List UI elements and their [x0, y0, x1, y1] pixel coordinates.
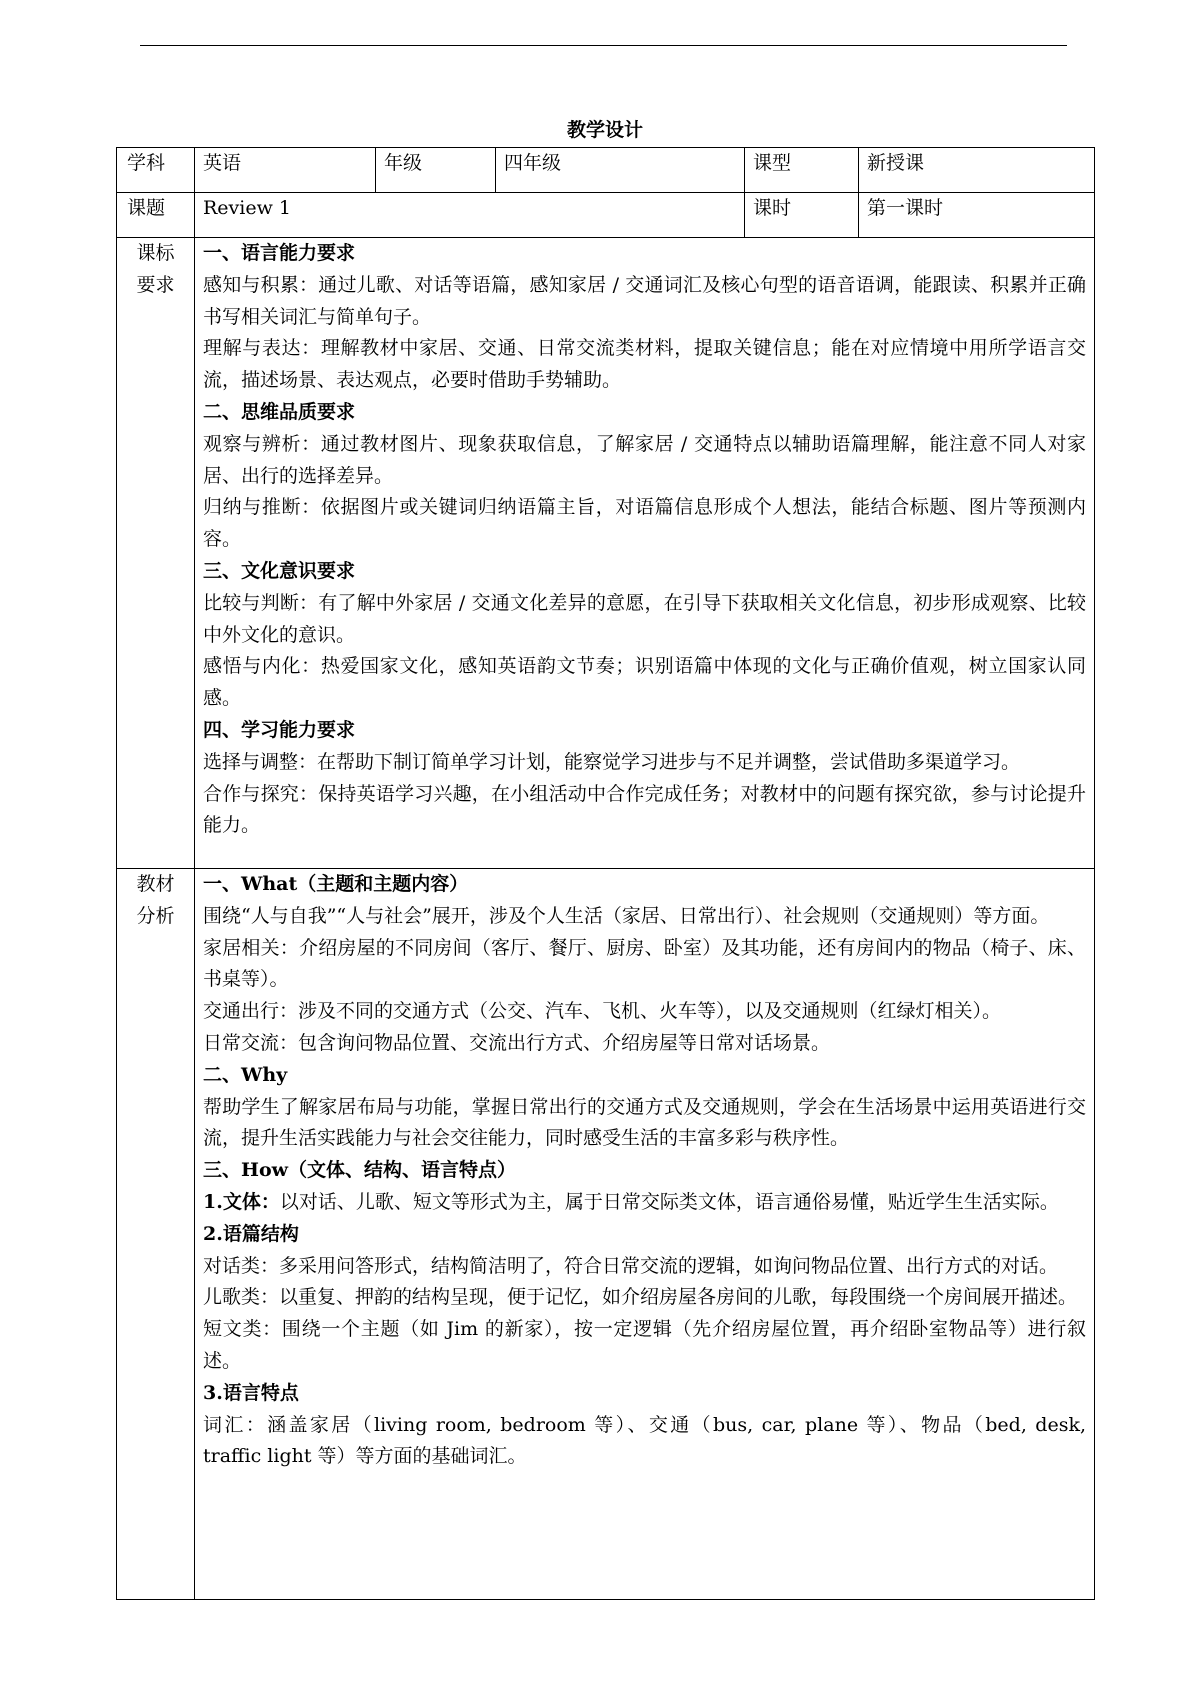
- analysis-label: 教材 分析: [117, 869, 195, 1600]
- subject-value: 英语: [195, 148, 376, 193]
- standards-label: 课标 要求: [117, 238, 195, 869]
- analysis-paragraph: 家居相关：介绍房屋的不同房间（客厅、餐厅、厨房、卧室）及其功能，还有房间内的物品（椅子、床、书桌等）。: [203, 936, 1086, 991]
- analysis-paragraph: 词汇：涵盖家居（living room, bedroom 等）、交通（bus, car, plane 等）、物品（bed, desk, traffic light 等）等方面的基础词汇。: [203, 1413, 1086, 1468]
- grade-label: 年级: [376, 148, 496, 193]
- period-value: 第一课时: [859, 193, 1095, 238]
- analysis-content: [195, 869, 1095, 1600]
- standards-paragraph: 合作与探究：保持英语学习兴趣，在小组活动中合作完成任务；对教材中的问题有探究欲，参与讨论提升能力。: [203, 782, 1086, 837]
- analysis-paragraph: 围绕“人与自我”“人与社会”展开，涉及个人生活（家居、日常出行）、社会规则（交通规则）等方面。: [203, 904, 1050, 927]
- standards-content: [195, 238, 1095, 869]
- analysis-paragraph: 帮助学生了解家居布局与功能，掌握日常出行的交通方式及交通规则，学会在生活场景中运用英语进行交流，提升生活实践能力与社会交往能力，同时感受生活的丰富多彩与秩序性。: [203, 1095, 1086, 1150]
- standards-paragraph: 选择与调整：在帮助下制订简单学习计划，能察觉学习进步与不足并调整，尝试借助多渠道学习。: [203, 750, 1021, 773]
- analysis-paragraph: 短文类：围绕一个主题（如 Jim 的新家），按一定逻辑（先介绍房屋位置，再介绍卧室物品等）进行叙述。: [203, 1318, 1086, 1372]
- topic-value: Review 1: [195, 193, 745, 238]
- standards-heading: 一、语言能力要求: [203, 242, 356, 264]
- standards-paragraph: 感知与积累：通过儿歌、对话等语篇，感知家居 / 交通词汇及核心句型的语音语调，能跟读、积累并正确书写相关词汇与简单句子。: [203, 273, 1086, 328]
- header-rule: [140, 45, 1067, 46]
- row-standards: [117, 238, 1095, 869]
- analysis-paragraph-lead: 1.文体：: [203, 1190, 280, 1213]
- document-title: 教学设计: [566, 119, 643, 141]
- topic-label: 课题: [117, 193, 195, 238]
- standards-heading: 三、文化意识要求: [203, 559, 356, 582]
- analysis-paragraph: 对话类：多采用问答形式，结构简洁明了，符合日常交流的逻辑，如询问物品位置、出行方式的对话。: [203, 1254, 1059, 1277]
- standards-heading: 二、思维品质要求: [203, 400, 356, 423]
- standards-paragraph: 观察与辨析：通过教材图片、现象获取信息，了解家居 / 交通特点以辅助语篇理解，能注意不同人对家居、出行的选择差异。: [203, 432, 1086, 487]
- analysis-paragraph: 儿歌类：以重复、押韵的结构呈现，便于记忆，如介绍房屋各房间的儿歌，每段围绕一个房间展开描述。: [203, 1286, 1078, 1309]
- subject-label: 学科: [117, 148, 195, 193]
- standards-paragraph: 感悟与内化：热爱国家文化，感知英语韵文节奏；识别语篇中体现的文化与正确价值观，树立国家认同感。: [203, 655, 1086, 710]
- lesson-type-label: 课型: [745, 148, 859, 193]
- standards-paragraph: 理解与表达：理解教材中家居、交通、日常交流类材料，提取关键信息；能在对应情境中用所学语言交流，描述场景、表达观点，必要时借助手势辅助。: [203, 337, 1086, 392]
- analysis-paragraph: 1.文体：以对话、儿歌、短文等形式为主，属于日常交际类文体，语言通俗易懂，贴近学生生活实际。: [203, 1190, 1059, 1213]
- lesson-plan-table: [116, 147, 1095, 1600]
- analysis-heading: 一、What（主题和主题内容）: [203, 873, 469, 895]
- lesson-type-value: 新授课: [859, 148, 1095, 193]
- standards-heading: 四、学习能力要求: [203, 718, 356, 741]
- period-label: 课时: [745, 193, 859, 238]
- analysis-heading: 2.语篇结构: [203, 1222, 299, 1245]
- grade-value: 四年级: [496, 148, 745, 193]
- analysis-heading: 三、How（文体、结构、语言特点）: [203, 1159, 516, 1182]
- row-analysis: [117, 869, 1095, 1600]
- row-topic: [117, 193, 1095, 238]
- analysis-heading: 二、Why: [203, 1063, 288, 1086]
- analysis-heading: 3.语言特点: [203, 1381, 299, 1404]
- standards-paragraph: 归纳与推断：依据图片或关键词归纳语篇主旨，对语篇信息形成个人想法，能结合标题、图片等预测内容。: [203, 496, 1086, 551]
- analysis-paragraph: 日常交流：包含询问物品位置、交流出行方式、介绍房屋等日常对话场景。: [203, 1031, 831, 1054]
- analysis-paragraph: 交通出行：涉及不同的交通方式（公交、汽车、飞机、火车等），以及交通规则（红绿灯相关）。: [203, 1000, 1002, 1023]
- row-subject: [117, 148, 1095, 193]
- standards-paragraph: 比较与判断：有了解中外家居 / 交通文化差异的意愿，在引导下获取相关文化信息，初步形成观察、比较中外文化的意识。: [203, 591, 1086, 646]
